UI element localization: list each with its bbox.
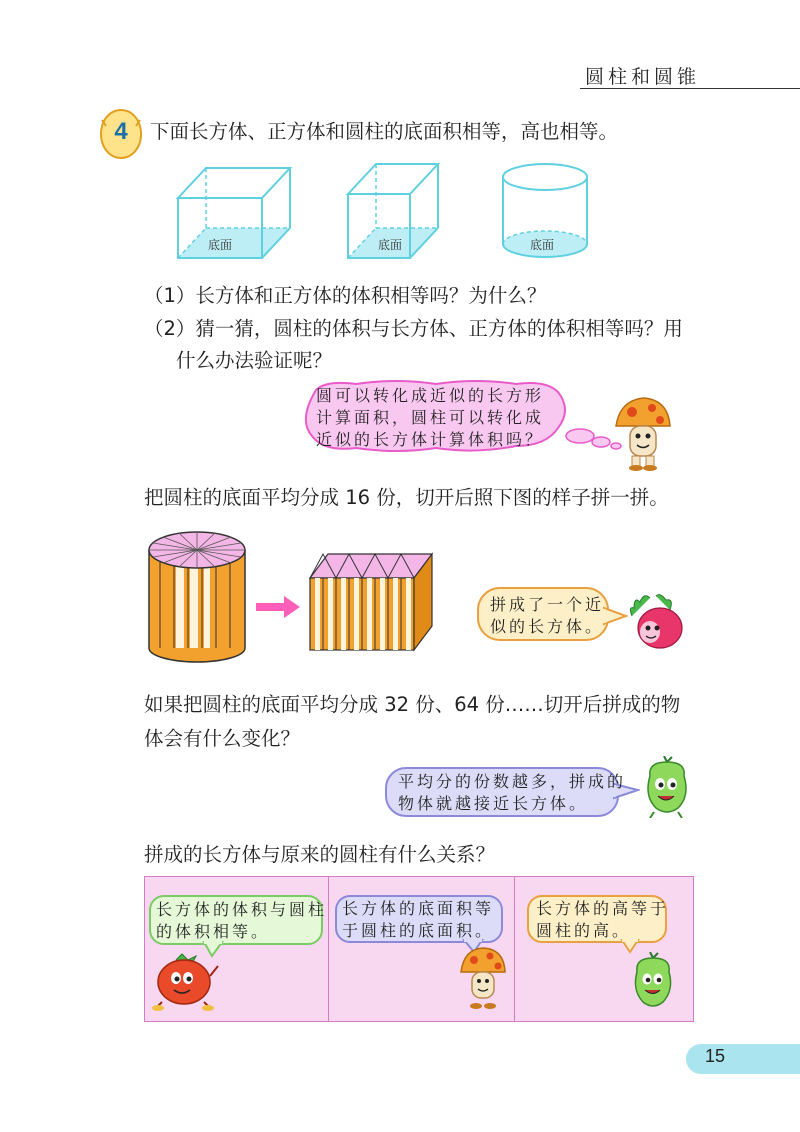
arrow-right-icon <box>256 596 300 618</box>
finding-3-line-1: 长方体的高等于 <box>536 899 670 918</box>
rearranged-cuboid-figure <box>306 550 438 654</box>
page-number: 15 <box>704 1046 726 1066</box>
bubble-1-line-2: 计算面积，圆柱可以转化成 <box>316 408 545 427</box>
tomato-character-icon <box>150 952 222 1012</box>
radish-character-icon <box>626 594 686 652</box>
cube-base-label: 底面 <box>378 238 403 252</box>
bubble-3-line-1: 平均分的份数越多，拼成的 <box>398 772 627 791</box>
example-number: 4 <box>114 118 128 145</box>
bubble-2-line-1: 拼成了一个近 <box>490 595 605 614</box>
cylinder-base-label: 底面 <box>530 238 555 252</box>
question-2-line-2: 什么办法验证呢？ <box>176 349 333 372</box>
sliced-cylinder-figure <box>146 528 248 666</box>
finding-2-line-1: 长方体的底面积等 <box>342 899 495 918</box>
finding-3-line-2: 圆柱的高。 <box>536 921 632 940</box>
bubble-1-line-3: 近似的长方体计算体积吗？ <box>316 430 545 449</box>
question-1: （1）长方体和正方体的体积相等吗？为什么？ <box>144 284 547 307</box>
bubble-2-line-2: 似的长方体。 <box>490 617 605 636</box>
bubble-3-line-2: 物体就越接近长方体。 <box>398 794 589 813</box>
chapter-title: 圆柱和圆锥 <box>584 66 700 88</box>
question-2-line-1: （2）猜一猜，圆柱的体积与长方体、正方体的体积相等吗？用 <box>144 317 683 340</box>
squash-character-icon-2 <box>628 952 678 1012</box>
findings-divider-2 <box>514 876 515 1022</box>
squash-character-icon <box>640 756 694 818</box>
mushroom-character-icon <box>612 396 672 472</box>
instruction-text: 把圆柱的底面平均分成 16 份，切开后照下图的样子拼一拼。 <box>144 486 669 509</box>
finding-1-line-1: 长方体的体积与圆柱 <box>156 900 328 919</box>
findings-divider-1 <box>328 876 329 1022</box>
question-3-line-1: 如果把圆柱的底面平均分成 32 份、64 份……切开后拼成的物 <box>144 693 681 716</box>
question-3-line-2: 体会有什么变化？ <box>144 727 301 750</box>
example-intro: 下面长方体、正方体和圆柱的底面积相等，高也相等。 <box>150 120 619 143</box>
finding-2-line-2: 于圆柱的底面积。 <box>342 921 495 940</box>
header-rule <box>580 88 800 89</box>
finding-1-line-2: 的体积相等。 <box>156 922 271 941</box>
question-4: 拼成的长方体与原来的圆柱有什么关系？ <box>144 843 496 866</box>
cuboid-base-label: 底面 <box>208 238 233 252</box>
example-badge <box>98 108 144 160</box>
mushroom-character-icon-2 <box>458 946 508 1012</box>
cuboid-figure <box>176 166 296 262</box>
bubble-1-line-1: 圆可以转化成近似的长方形 <box>316 386 545 405</box>
